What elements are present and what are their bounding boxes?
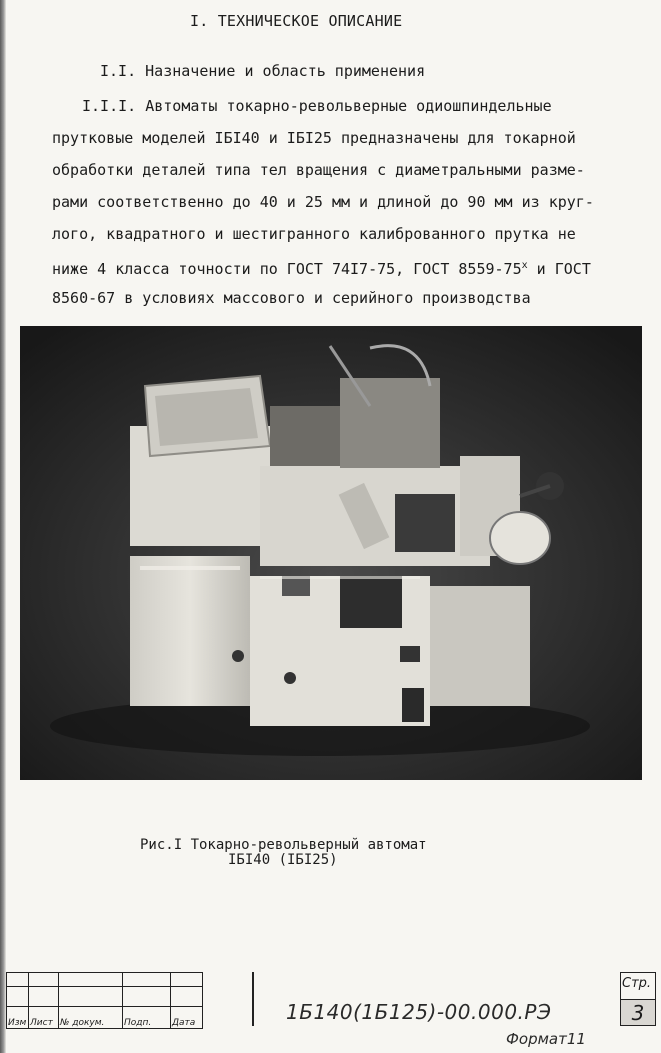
- title-block: [6, 972, 661, 1028]
- stamp-cell: [123, 987, 171, 1007]
- stamp-cell: [29, 973, 59, 987]
- sheet-label: Стр.: [622, 976, 652, 991]
- paragraph-line: рами соответственно до 40 и 25 мм и длиной до 90 мм из круг-: [52, 193, 594, 211]
- section-heading: I. ТЕХНИЧЕСКОЕ ОПИСАНИЕ: [190, 12, 403, 30]
- column-change: Изм: [7, 1007, 29, 1029]
- paragraph-line: I.I.I. Автоматы токарно-револьверные одиошпиндельные: [82, 97, 552, 115]
- column-signature: Подп.: [123, 1007, 171, 1029]
- stamp-cell: [171, 973, 203, 987]
- stamp-divider: [252, 972, 254, 1026]
- paragraph-line-with-superscript: [52, 250, 642, 282]
- caption-line-2: IБI40 (IБI25): [228, 852, 338, 868]
- footnote-mark: x: [521, 260, 528, 271]
- stamp-cell: [7, 987, 29, 1007]
- paragraph-line: прутковые моделей IБI40 и IБI25 предназначены для токарной: [52, 129, 576, 147]
- stamp-cell: [59, 973, 123, 987]
- stamp-cell: [29, 987, 59, 1007]
- stamp-cell: [171, 987, 203, 1007]
- machine-photo: [20, 326, 642, 780]
- paragraph-line-tail: и ГОСТ: [527, 260, 591, 278]
- paragraph-line: 8560-67 в условиях массового и серийного производства: [52, 289, 531, 307]
- paragraph-line: лого, квадратного и шестигранного калиброванного прутка не: [52, 225, 576, 243]
- stamp-cell: [59, 987, 123, 1007]
- paragraph-line-text: ниже 4 класса точности по ГОСТ 74I7-75, ГОСТ 8559-75: [52, 260, 522, 278]
- machine-illustration: [20, 326, 642, 780]
- paragraph-1-1-1: [52, 90, 642, 314]
- format-label: Формат11: [506, 1030, 586, 1048]
- document-code: 1Б140(1Б125)-00.000.РЭ: [286, 1000, 552, 1024]
- stamp-cell: [123, 973, 171, 987]
- page-left-edge: [0, 0, 6, 1053]
- caption-line-1: Рис.I Токарно-револьверный автомат: [140, 837, 427, 853]
- stamp-cell: [7, 973, 29, 987]
- revision-table: [6, 972, 203, 1029]
- column-date: Дата: [171, 1007, 203, 1029]
- column-sheet: Лист: [29, 1007, 59, 1029]
- figure-caption: [140, 838, 520, 868]
- paragraph-line: обработки деталей типа тел вращения с диаметральными разме-: [52, 161, 585, 179]
- sheet-box: [620, 972, 656, 1026]
- column-document-number: № докум.: [59, 1007, 123, 1029]
- subsection-heading: I.I. Назначение и область применения: [100, 62, 426, 80]
- sheet-number: 3: [621, 999, 655, 1025]
